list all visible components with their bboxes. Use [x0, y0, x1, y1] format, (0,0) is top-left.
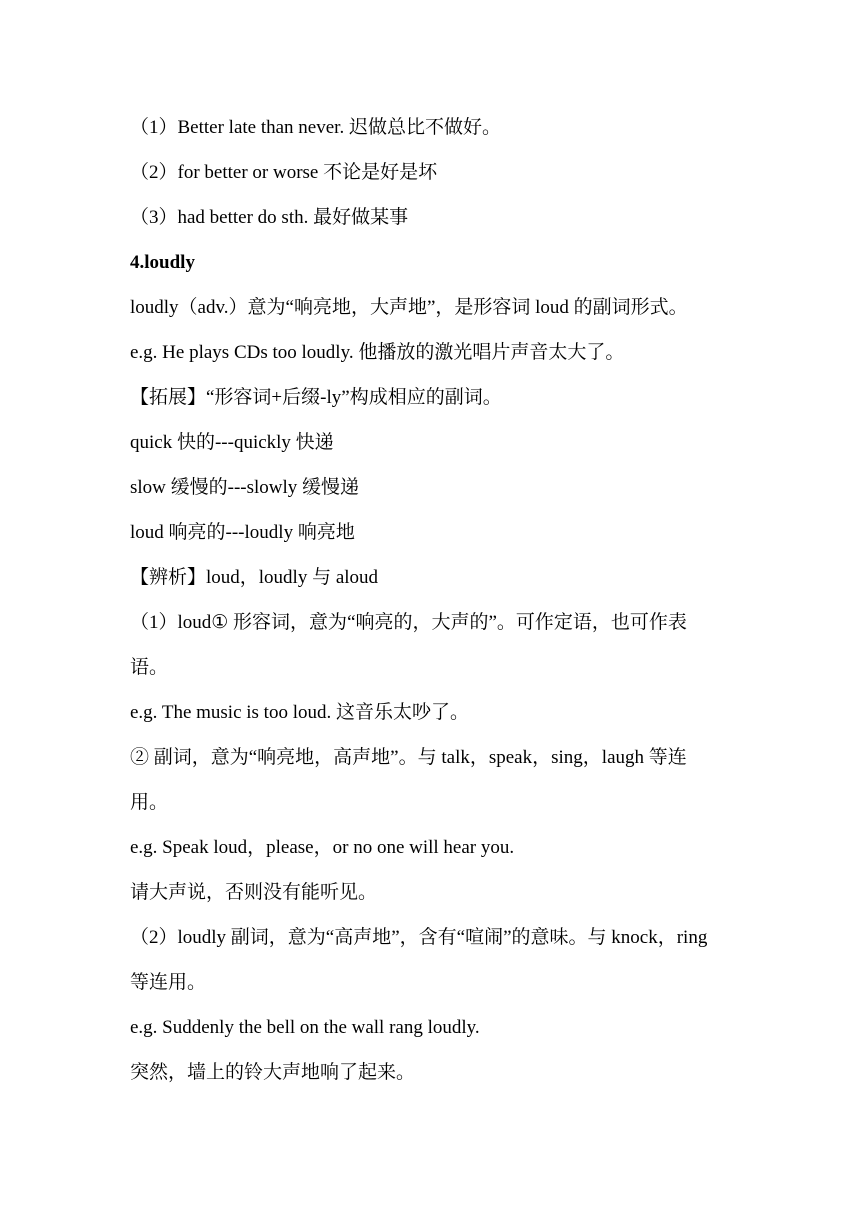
example-sentence: e.g. Speak loud，please，or no one will hear you. [130, 837, 515, 858]
word-pair-1: quick 快的---quickly 快递 [130, 432, 334, 453]
analysis-point-2-continued: 等连用。 [130, 972, 207, 993]
example-sentence: e.g. Suddenly the bell on the wall rang loudly. [130, 1017, 480, 1038]
analysis-point-1b: ② 副词，意为“响亮地，高声地”。与 talk，speak，sing，laugh 等连 [130, 747, 687, 768]
example-sentence: e.g. The music is too loud. 这音乐太吵了。 [130, 702, 469, 723]
analysis-point-1b-continued: 用。 [130, 792, 169, 813]
example-phrase-3: （3）had better do sth. 最好做某事 [130, 207, 409, 228]
analysis-point-1: （1）loud① 形容词，意为“响亮的，大声的”。可作定语，也可作表 [130, 612, 687, 633]
analysis-heading: 【辨析】loud，loudly 与 aloud [130, 567, 379, 588]
example-sentence: e.g. He plays CDs too loudly. 他播放的激光唱片声音太大了。 [130, 342, 625, 363]
example-translation: 请大声说，否则没有能听见。 [130, 882, 378, 903]
extension-heading: 【拓展】“形容词+后缀-ly”构成相应的副词。 [130, 387, 502, 408]
example-phrase-1: （1）Better late than never. 迟做总比不做好。 [130, 117, 501, 138]
word-pair-2: slow 缓慢的---slowly 缓慢递 [130, 477, 360, 498]
example-translation: 突然，墙上的铃大声地响了起来。 [130, 1062, 416, 1083]
analysis-point-1-continued: 语。 [130, 657, 169, 678]
word-pair-3: loud 响亮的---loudly 响亮地 [130, 522, 355, 543]
definition-line: loudly（adv.）意为“响亮地，大声地”，是形容词 loud 的副词形式。 [130, 297, 688, 318]
section-heading: 4.loudly [130, 252, 195, 273]
example-phrase-2: （2）for better or worse 不论是好是坏 [130, 162, 438, 183]
analysis-point-2: （2）loudly 副词，意为“高声地”，含有“喧闹”的意味。与 knock，ring [130, 927, 708, 948]
